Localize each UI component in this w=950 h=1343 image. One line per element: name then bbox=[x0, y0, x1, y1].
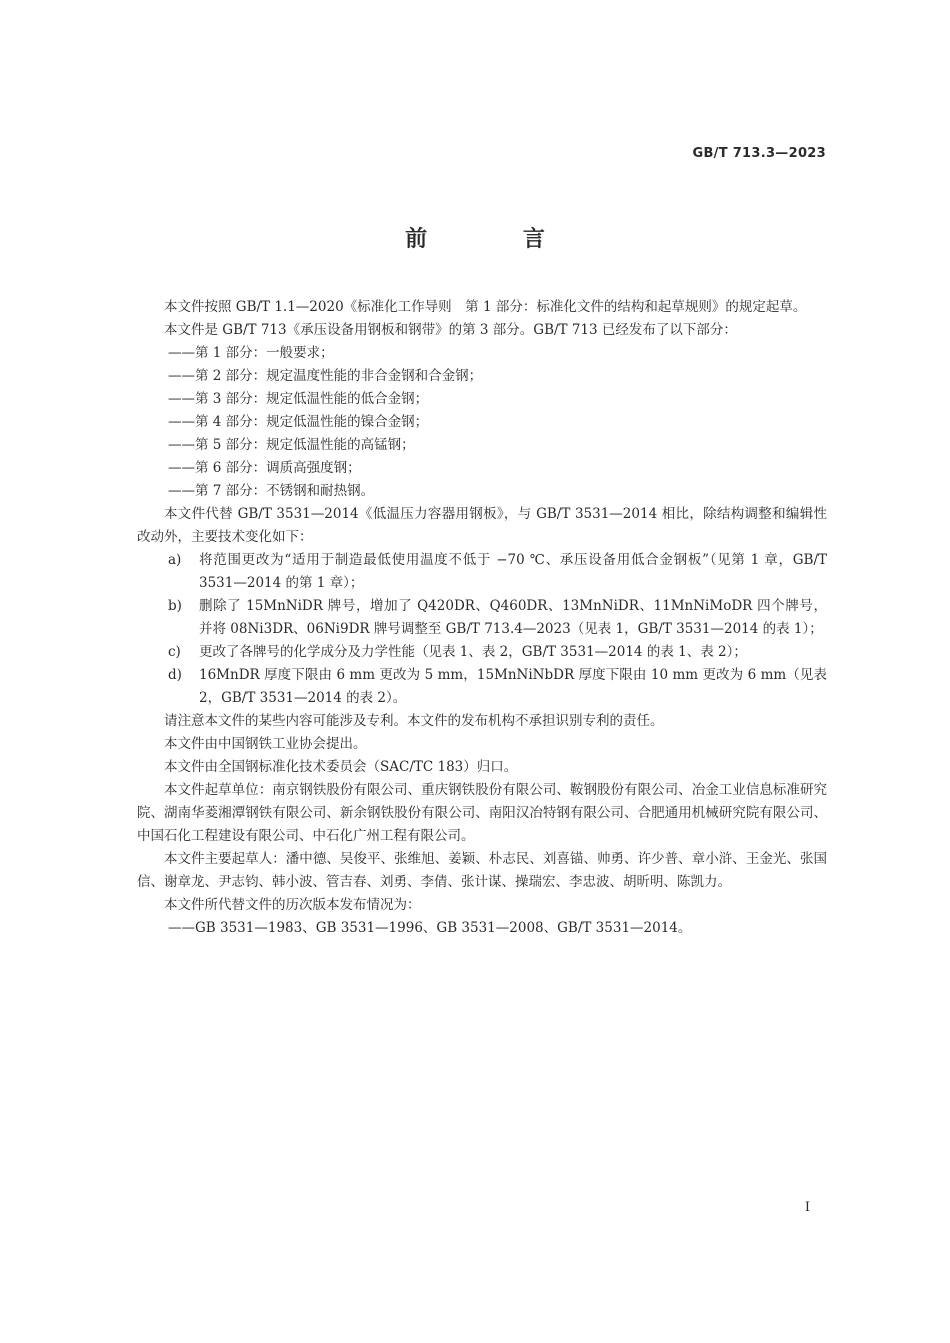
parts-list bbox=[137, 342, 827, 503]
series-paragraph: 本文件是 GB/T 713《承压设备用钢板和钢带》的第 3 部分。GB/T 713 已经发布了以下部分： bbox=[164, 322, 737, 338]
change-text: 16MnDR 厚度下限由 6 mm 更改为 5 mm，15MnNiNbDR 厚度下限由 10 mm 更改为 6 mm（见表 2，GB/T 3531—2014 的表 2）。 bbox=[199, 667, 827, 706]
change-marker: b) bbox=[168, 598, 182, 614]
part-item: ——第 3 部分：规定低温性能的低合金钢； bbox=[168, 391, 429, 407]
page-number: I bbox=[804, 1200, 810, 1215]
proposer-paragraph: 本文件由中国钢铁工业协会提出。 bbox=[164, 736, 367, 752]
drafters-paragraph: 本文件主要起草人：潘中德、吴俊平、张维旭、姜颖、朴志民、刘喜锚、帅勇、许少普、章小浒、王金光、张国信、谢章龙、尹志钧、韩小波、管吉春、刘勇、李倩、张计谋、操瑞宏、李忠波、胡昕明、陈凯力。 bbox=[137, 851, 827, 890]
page-title: 前 言 bbox=[405, 227, 589, 252]
history-intro-paragraph: 本文件所代替文件的历次版本发布情况为： bbox=[164, 897, 421, 913]
change-text: 更改了各牌号的化学成分及力学性能（见表 1、表 2，GB/T 3531—2014 的表 1、表 2）； bbox=[199, 644, 747, 660]
replacement-paragraph: 本文件代替 GB/T 3531—2014《低温压力容器用钢板》，与 GB/T 3531—2014 相比，除结构调整和编辑性改动外，主要技术变化如下： bbox=[137, 506, 827, 545]
change-marker: d) bbox=[168, 667, 182, 683]
changes-list bbox=[137, 549, 827, 710]
part-item: ——第 5 部分：规定低温性能的高锰钢； bbox=[168, 437, 415, 453]
change-item bbox=[137, 595, 827, 641]
history-item: ——GB 3531—1983、GB 3531—1996、GB 3531—2008、GB/T 3531—2014。 bbox=[168, 920, 692, 936]
part-item: ——第 2 部分：规定温度性能的非合金钢和合金钢； bbox=[168, 368, 483, 384]
change-text: 将范围更改为“适用于制造最低使用温度不低于 −70 ℃、承压设备用低合金钢板”（见第 1 章，GB/T 3531—2014 的第 1 章）； bbox=[199, 552, 827, 591]
change-item bbox=[137, 549, 827, 595]
change-marker: c) bbox=[168, 644, 181, 660]
foreword-body bbox=[137, 296, 827, 940]
change-item bbox=[137, 641, 827, 664]
centralizer-paragraph: 本文件由全国钢标准化技术委员会（SAC/TC 183）归口。 bbox=[164, 759, 518, 775]
patent-notice: 请注意本文件的某些内容可能涉及专利。本文件的发布机构不承担识别专利的责任。 bbox=[164, 713, 664, 729]
change-text: 删除了 15MnNiDR 牌号，增加了 Q420DR、Q460DR、13MnNiDR、11MnNiMoDR 四个牌号，并将 08Ni3DR、06Ni9DR 牌号调整至 GB/T 713.4—2023（见表 1，GB/T 3531—2014 的表 1）； bbox=[199, 598, 827, 637]
part-item: ——第 6 部分：调质高强度钢； bbox=[168, 460, 361, 476]
drafting-units-paragraph: 本文件起草单位：南京钢铁股份有限公司、重庆钢铁股份有限公司、鞍钢股份有限公司、冶金工业信息标准研究院、湖南华菱湘潭钢铁有限公司、新余钢铁股份有限公司、南阳汉冶特钢有限公司、合肥通用机械研究院有限公司、中国石化工程建设有限公司、中石化广州工程有限公司。 bbox=[137, 782, 827, 844]
change-marker: a) bbox=[168, 552, 182, 568]
part-item: ——第 7 部分：不锈钢和耐热钢。 bbox=[168, 483, 375, 499]
drafting-basis-paragraph: 本文件按照 GB/T 1.1—2020《标准化工作导则 第 1 部分：标准化文件的结构和起草规则》的规定起草。 bbox=[164, 299, 807, 315]
standard-code: GB/T 713.3—2023 bbox=[692, 146, 826, 161]
part-item: ——第 1 部分：一般要求； bbox=[168, 345, 334, 361]
part-item: ——第 4 部分：规定低温性能的镍合金钢； bbox=[168, 414, 429, 430]
change-item bbox=[137, 664, 827, 710]
